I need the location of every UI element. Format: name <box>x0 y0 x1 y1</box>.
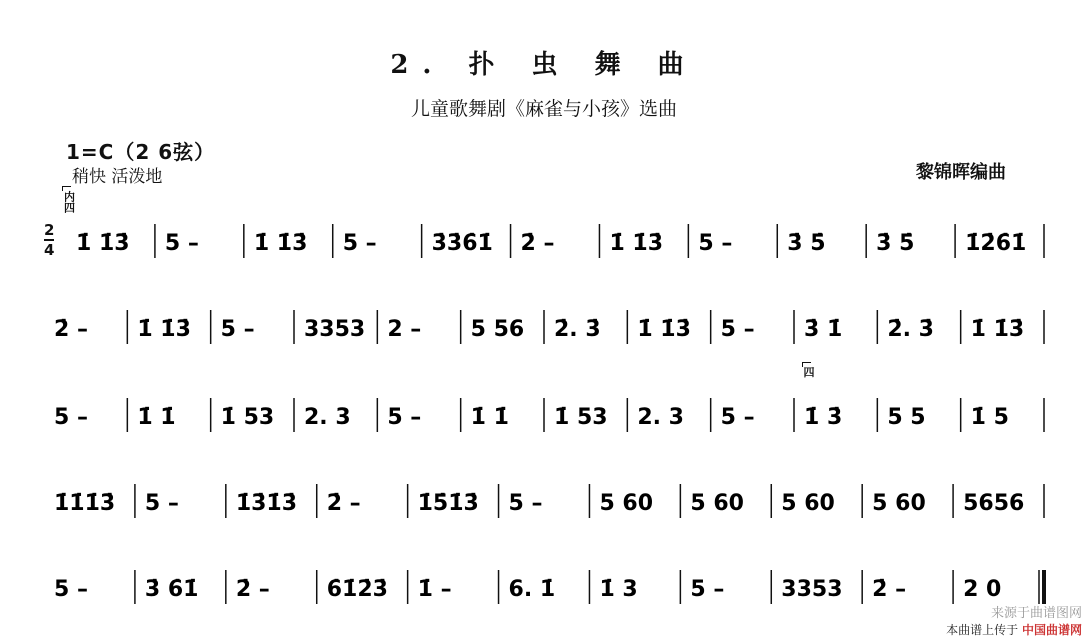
measure-1-3: 1̇ 1̇3̇ <box>253 231 308 256</box>
measure-3-1: 5 – <box>54 405 88 430</box>
score-line-5 <box>0 556 1088 616</box>
measure-1-2: 5 – <box>164 231 199 256</box>
measure-3-11: 5 5 <box>887 405 926 430</box>
measure-5-5: 1̇ – <box>417 577 452 602</box>
score-line-1 <box>0 210 1088 270</box>
measure-3-4: 2. 3 <box>304 405 351 430</box>
measure-5-6: 6. 1̇ <box>508 577 556 602</box>
watermark <box>946 606 1082 638</box>
song-title: 2. 扑 虫 舞 曲 <box>390 50 698 80</box>
measure-1-10: 3̇ 5̇ <box>876 231 915 256</box>
measure-1-5: 3̇3̇6̇1̇ <box>431 231 493 256</box>
watermark-source: 来源于曲谱图网 <box>990 606 1082 621</box>
measure-3-9: 5 – <box>720 405 755 430</box>
measure-4-8: 5 60 <box>690 491 744 516</box>
measure-2-4: 3353 <box>304 317 366 342</box>
measure-2-5: 2 – <box>387 317 422 342</box>
measure-1-6: 2̇ – <box>520 231 555 256</box>
measure-3-8: 2. 3 <box>637 405 684 430</box>
measure-1-8: 5 – <box>698 231 733 256</box>
measure-1-11: 1̇2̇6̇1̇ <box>965 231 1027 256</box>
measure-3-3: 1̇ 53 <box>220 405 275 430</box>
measure-4-4: 2̇ – <box>326 491 361 516</box>
measure-2-9: 5 – <box>720 317 755 342</box>
key-signature: 1=C（2 6弦） <box>66 140 216 164</box>
measure-3-10: 1̇ 3̇ <box>804 405 843 430</box>
measure-4-3: 1̇3̇1̇3̇ <box>235 491 298 516</box>
score-line-2 <box>0 296 1088 356</box>
measure-2-10: 3̇ 1̇ <box>804 317 843 342</box>
measure-5-9: 3353 <box>781 577 843 602</box>
measure-3-12: 1̇ 5 <box>970 405 1009 430</box>
measure-3-6: 1̇ 1̇ <box>470 405 509 430</box>
measure-5-8: 5 – <box>690 577 725 602</box>
measure-1-1: 1̇ 1̇3̇ <box>76 231 130 256</box>
composer-credit: 黎锦晖编曲 <box>916 162 1006 183</box>
measure-2-12: 1̇ 1̇3̇ <box>970 317 1025 342</box>
measure-4-5: 1̇5̇1̇3̇ <box>417 491 479 516</box>
measure-5-7: 1̇ 3 <box>599 577 638 602</box>
watermark-site: 中国曲谱网 <box>1021 623 1082 637</box>
song-subtitle: 儿童歌舞剧《麻雀与小孩》选曲 <box>410 98 677 120</box>
measure-4-2: 5 – <box>144 491 179 516</box>
measure-2-8: 1̇ 1̇3̇ <box>637 317 691 342</box>
measure-2-3: 5 – <box>220 317 255 342</box>
time-signature-bottom: 4 <box>44 241 55 259</box>
measure-3-7: 1̇ 53 <box>554 405 608 430</box>
measure-1-4: 5 – <box>342 231 377 256</box>
measure-2-11: 2̇. 3̇ <box>887 317 934 342</box>
measure-2-1: 2̇ – <box>54 317 88 342</box>
score-line-3 <box>0 384 1088 444</box>
tempo-marking: 稍快 活泼地 <box>72 167 163 187</box>
measure-1-9: 3̇ 5̇ <box>787 231 826 256</box>
measure-3-2: 1̇ 1̇ <box>137 405 176 430</box>
time-signature-top: 2 <box>44 221 55 239</box>
measure-4-9: 5 60 <box>781 491 835 516</box>
measure-4-11: 5656 <box>963 491 1025 516</box>
measure-5-3: 2̇ – <box>235 577 270 602</box>
measure-5-4: 6̇1̇2̇3̇ <box>326 577 388 602</box>
measure-5-2: 3̇ 6̇1̇ <box>144 577 199 602</box>
measure-4-7: 5 60 <box>599 491 654 516</box>
measure-2-2: 1̇ 1̇3̇ <box>137 317 191 342</box>
measure-4-10: 5 60 <box>872 491 926 516</box>
measure-3-5: 5 – <box>387 405 422 430</box>
measure-5-1: 5 – <box>54 577 88 602</box>
score-line-4 <box>0 470 1088 530</box>
measure-4-6: 5 – <box>508 491 543 516</box>
measure-2-7: 2̇. 3̇ <box>554 317 601 342</box>
string-mark-line3: 四 <box>802 362 816 378</box>
string-mark-first: 内四 <box>62 186 76 215</box>
measure-1-7: 1̇ 1̇3̇ <box>609 231 664 256</box>
watermark-upload: 本曲谱上传于 <box>946 623 1019 637</box>
measure-5-11: 2 0 <box>963 577 1002 602</box>
measure-5-10: 2̇ – <box>872 577 907 602</box>
measure-4-1: 1̇1̇1̇3̇ <box>54 491 116 516</box>
measure-2-6: 5 56 <box>470 317 525 342</box>
